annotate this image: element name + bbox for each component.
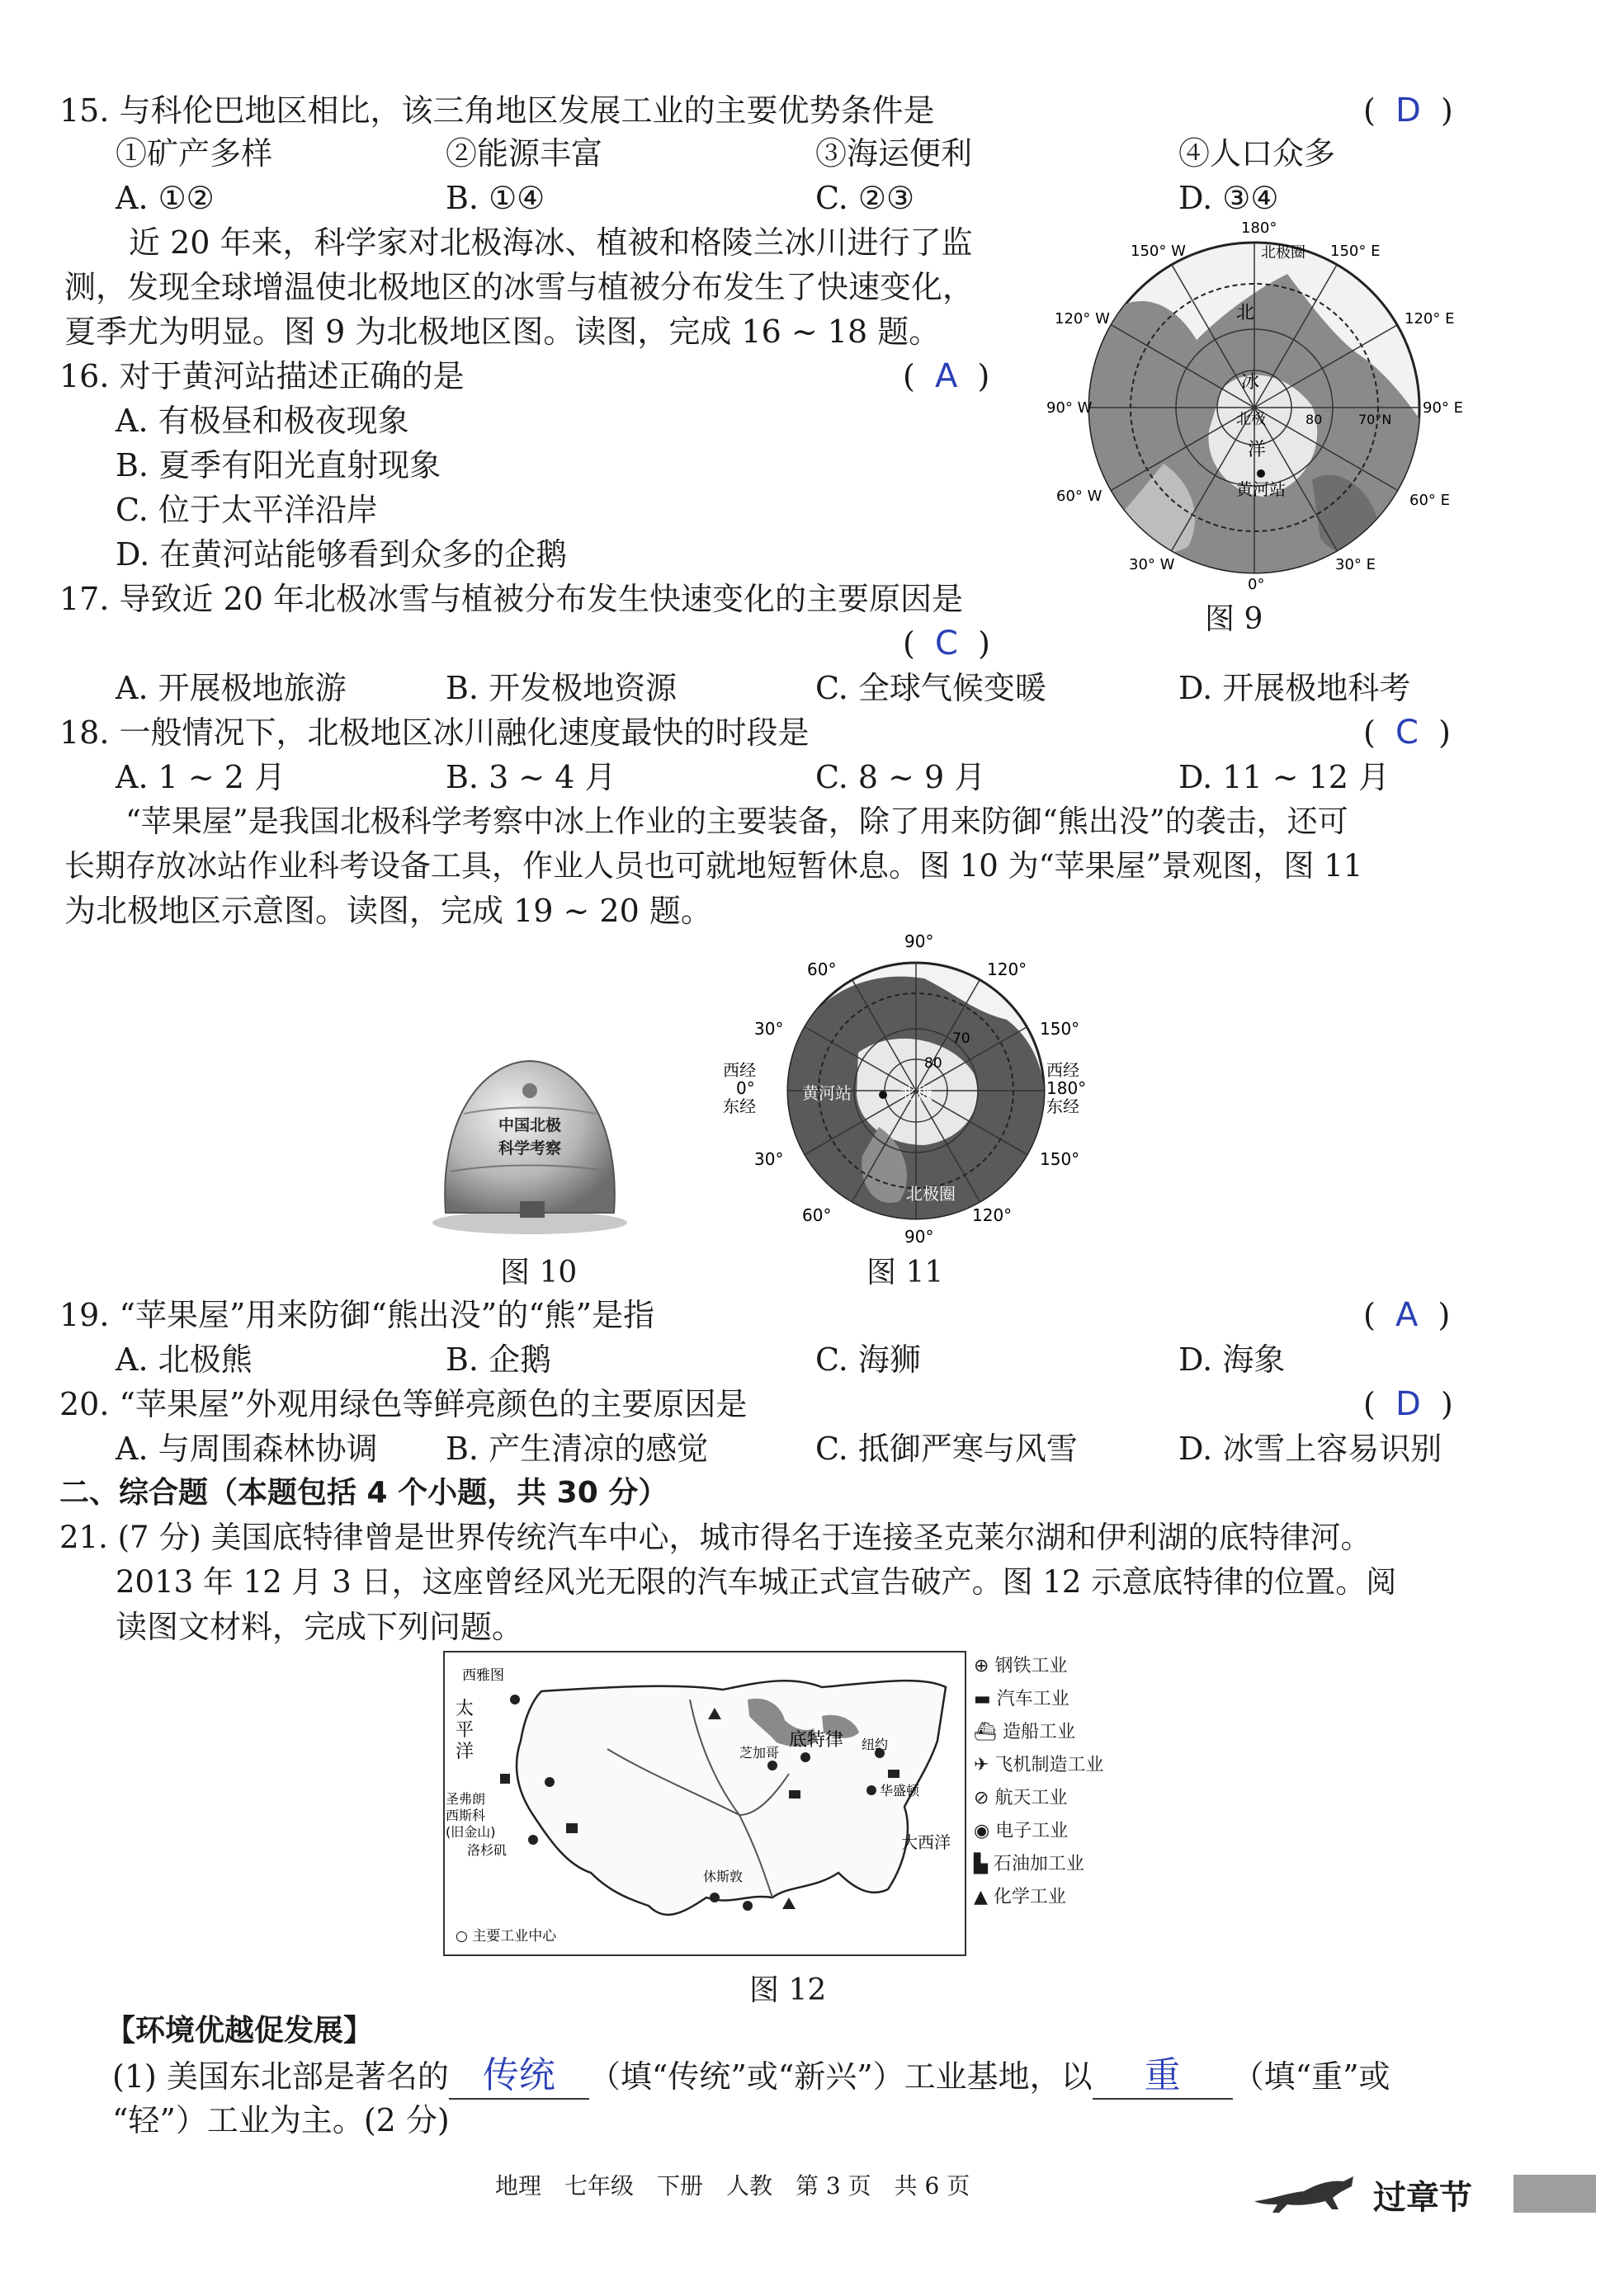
- q21-1-answer-1: 传统: [482, 2054, 555, 2096]
- q17-option-b: B. 开发极地资源: [446, 670, 678, 706]
- legend-aircraft: ✈ 飞机制造工业: [974, 1755, 1104, 1775]
- fig10-sign-2: 科学考察: [498, 1139, 562, 1157]
- fig12-la: 洛杉矶: [467, 1842, 508, 1858]
- fig11-label-0: 0°: [736, 1078, 755, 1098]
- fig11-label-station: 黄河站: [802, 1083, 852, 1103]
- fig12-pacific-2: 平: [456, 1720, 475, 1741]
- fig11-label-east: 东经: [723, 1096, 756, 1116]
- fig12-seattle: 西雅图: [462, 1667, 504, 1684]
- fig11-label-150-right: 150°: [1040, 1019, 1080, 1039]
- q19-answer-bracket: ( A ): [1363, 1296, 1451, 1334]
- q16-answer-bracket: ( A ): [903, 357, 990, 395]
- q20-option-b: B. 产生清凉的感觉: [446, 1431, 709, 1467]
- fig9-caption: 图 9: [1205, 602, 1263, 636]
- fig11-label-30-left: 30°: [754, 1019, 784, 1039]
- q20-option-d: D. 冰雪上容易识别: [1178, 1431, 1442, 1467]
- fig12-houston: 休斯敦: [703, 1869, 744, 1884]
- q15-answer: D: [1395, 92, 1421, 130]
- legend-electronics: ◉ 电子工业: [974, 1821, 1069, 1841]
- fig11-caption: 图 11: [866, 1256, 944, 1289]
- fig11-label-60-bottom: 60°: [802, 1205, 832, 1225]
- legend-chemical: ▲ 化学工业: [974, 1887, 1066, 1907]
- q16-option-d: D. 在黄河站能够看到众多的企鹅: [116, 536, 568, 573]
- q16-stem: 16. 对于黄河站描述正确的是: [59, 358, 465, 394]
- q16-option-a: A. 有极昼和极夜现象: [116, 403, 409, 439]
- fig12-pacific-3: 洋: [456, 1742, 475, 1762]
- ship-icon: ⛴: [974, 1722, 1003, 1742]
- fig11-label-west: 西经: [723, 1060, 756, 1080]
- flask-icon: ▲: [974, 1887, 994, 1907]
- steel-icon: ⊕: [974, 1656, 995, 1676]
- q15-option-c: C. ②③: [815, 180, 915, 216]
- q17-option-d: D. 开展极地科考: [1178, 670, 1411, 706]
- fig12-detroit: 底特律: [789, 1730, 844, 1751]
- section-2-heading: 二、综合题（本题包括 4 个小题，共 30 分）: [59, 1476, 668, 1510]
- fig11-label-pole: 北极: [899, 1083, 932, 1103]
- legend-aerospace: ⊘ 航天工业: [974, 1788, 1068, 1808]
- fig12-chicago: 芝加哥: [739, 1745, 780, 1761]
- q15-item-3: ③海运便利: [815, 135, 973, 172]
- fig9-label-120e: 120° E: [1405, 310, 1455, 328]
- fig9-label-ocean-1: 北: [1236, 303, 1255, 323]
- q21-1-part-2: （填“传统”或“新兴”）工业基地，以: [588, 2058, 1093, 2095]
- q19-option-c: C. 海狮: [815, 1341, 921, 1378]
- q19-option-b: B. 企鹅: [446, 1341, 552, 1378]
- fig9-label-80: 80: [1305, 412, 1323, 427]
- passage2-line-2: 长期存放冰站作业科考设备工具，作业人员也可就地短暂休息。图 10 为“苹果屋”景观图，图 11: [64, 848, 1363, 884]
- q20-stem: 20. “苹果屋”外观用绿色等鲜亮颜色的主要原因是: [59, 1386, 748, 1422]
- q19-option-d: D. 海象: [1178, 1341, 1286, 1378]
- legend-ship: ⛴ 造船工业: [974, 1722, 1075, 1742]
- fig10-caption: 图 10: [500, 1256, 578, 1289]
- q17-answer-bracket: ( C ): [903, 625, 990, 662]
- q21-line-3: 读图文材料，完成下列问题。: [116, 1609, 524, 1645]
- figure-12-usa-industry-map: [442, 1650, 967, 1957]
- q20-answer: D: [1395, 1385, 1421, 1423]
- fig11-label-60-top: 60°: [807, 959, 837, 979]
- q15-item-1: ①矿产多样: [116, 135, 273, 172]
- q17-stem: 17. 导致近 20 年北极冰雪与植被分布发生快速变化的主要原因是: [59, 581, 964, 617]
- fig9-label-arctic-circle: 北极圈: [1261, 244, 1305, 262]
- fig9-label-60w: 60° W: [1056, 488, 1102, 505]
- q15-item-4: ④人口众多: [1178, 135, 1336, 172]
- passage1-line-3: 夏季尤为明显。图 9 为北极地区图。读图，完成 16 ~ 18 题。: [64, 314, 941, 350]
- q17-answer: C: [934, 625, 958, 662]
- fig12-caption: 图 12: [749, 1973, 827, 2007]
- fig9-label-150e: 150° E: [1330, 243, 1381, 260]
- fig12-sf-3: (旧金山): [446, 1824, 496, 1840]
- legend-auto: ▬ 汽车工业: [974, 1689, 1069, 1709]
- passage2-line-3: 为北极地区示意图。读图，完成 19 ~ 20 题。: [64, 893, 712, 929]
- q18-stem: 18. 一般情况下，北极地区冰川融化速度最快的时段是: [59, 714, 810, 751]
- q21-1-part-1: (1) 美国东北部是著名的: [112, 2058, 449, 2095]
- fig9-label-30w: 30° W: [1129, 556, 1175, 573]
- q16-option-c: C. 位于太平洋沿岸: [116, 492, 378, 528]
- q15-option-a: A. ①②: [116, 180, 215, 216]
- fig11-label-120-top: 120°: [987, 959, 1027, 979]
- q21-1-blank-1[interactable]: [449, 2054, 589, 2100]
- q18-option-b: B. 3 ~ 4 月: [446, 759, 616, 795]
- fig12-center-legend: ○ 主要工业中心: [456, 1928, 557, 1945]
- fig9-label-station: 黄河站: [1236, 479, 1286, 499]
- fig11-label-west-2: 西经: [1046, 1060, 1079, 1080]
- fig9-label-60e: 60° E: [1409, 492, 1450, 509]
- q15-item-2: ②能源丰富: [446, 135, 603, 172]
- figure-10-apple-house: [431, 1048, 629, 1238]
- q15-option-b: B. ①④: [446, 180, 545, 216]
- fig11-label-circle: 北极圈: [906, 1184, 956, 1204]
- q19-answer: A: [1395, 1296, 1419, 1334]
- plane-icon: ✈: [974, 1755, 995, 1775]
- q18-answer: C: [1395, 714, 1419, 752]
- q17-option-c: C. 全球气候变暖: [815, 670, 1046, 706]
- fig9-label-150w: 150° W: [1131, 243, 1186, 260]
- fig9-label-30e: 30° E: [1335, 556, 1376, 573]
- q18-option-a: A. 1 ~ 2 月: [116, 759, 286, 795]
- fig12-sf-2: 西斯科: [446, 1808, 486, 1823]
- q21-1-line: [112, 2054, 1390, 2100]
- fig9-label-120w: 120° W: [1055, 310, 1110, 328]
- q21-1-answer-2: 重: [1144, 2054, 1181, 2096]
- q21-1-line-2: “轻”）工业为主。(2 分): [112, 2102, 450, 2138]
- fig9-label-ocean-3: 洋: [1248, 440, 1267, 460]
- fig9-label-ocean-2: 冰: [1241, 372, 1260, 393]
- footer-brand: 过章节: [1373, 2179, 1472, 2217]
- footer-tab-decoration: [1513, 2175, 1596, 2213]
- fig11-label-70: 70: [952, 1030, 970, 1047]
- rocket-icon: ⊘: [974, 1788, 995, 1808]
- q21-1-part-3: （填“重”或: [1232, 2058, 1390, 2095]
- q16-answer: A: [934, 357, 958, 395]
- q20-answer-bracket: ( D ): [1363, 1385, 1453, 1423]
- fig12-pacific-1: 太: [456, 1699, 475, 1719]
- fig12-washington: 华盛顿: [880, 1783, 920, 1799]
- fig9-label-0: 0°: [1248, 576, 1265, 593]
- running-horse-icon: [1246, 2168, 1370, 2218]
- q19-stem: 19. “苹果屋”用来防御“熊出没”的“熊”是指: [59, 1297, 655, 1333]
- section-tag: 【环境优越促发展】: [106, 2014, 374, 2048]
- q20-option-c: C. 抵御严寒与风雪: [815, 1431, 1078, 1467]
- fig9-label-180: 180°: [1241, 219, 1277, 237]
- q15-stem: 15. 与科伦巴地区相比，该三角地区发展工业的主要优势条件是: [59, 92, 935, 129]
- q18-option-d: D. 11 ~ 12 月: [1178, 759, 1390, 795]
- passage2-line-1: “苹果屋”是我国北极科学考察中冰上作业的主要装备，除了用来防御“熊出没”的袭击，还可: [125, 804, 1348, 839]
- q21-1-blank-2[interactable]: [1093, 2054, 1233, 2100]
- passage1-line-2: 测，发现全球增温使北极地区的冰雪与植被分布发生了快速变化，: [64, 269, 975, 305]
- fig11-label-180: 180°: [1046, 1078, 1087, 1098]
- q16-option-b: B. 夏季有阳光直射现象: [116, 447, 441, 483]
- fig12-legend: [974, 1650, 1103, 1914]
- passage1-line-1: 近 20 年来，科学家对北极海冰、植被和格陵兰冰川进行了监: [129, 224, 973, 261]
- fig11-label-80: 80: [924, 1055, 942, 1072]
- fig12-sf-1: 圣弗朗: [446, 1791, 486, 1807]
- fig11-label-30-bottom: 30°: [754, 1149, 784, 1169]
- figure-9-arctic-map: [1040, 216, 1469, 596]
- q17-option-a: A. 开展极地旅游: [116, 670, 347, 706]
- fig9-label-70n: 70°N: [1358, 412, 1392, 427]
- q15-answer-bracket: ( D ): [1363, 92, 1453, 130]
- footer-info: 地理 七年级 下册 人教 第 3 页 共 6 页: [495, 2172, 970, 2199]
- fig11-label-120-bottom: 120°: [972, 1205, 1013, 1225]
- fig9-label-90w: 90° W: [1046, 399, 1093, 417]
- car-icon: ▬: [974, 1689, 997, 1709]
- fig12-newyork: 纽约: [862, 1737, 889, 1752]
- refinery-icon: ▙: [974, 1854, 994, 1874]
- q18-answer-bracket: ( C ): [1363, 714, 1451, 752]
- fig10-sign-1: 中国北极: [498, 1116, 562, 1134]
- fig9-label-90e: 90° E: [1423, 399, 1463, 417]
- q21-line-2: 2013 年 12 月 3 日，这座曾经风光无限的汽车城正式宣告破产。图 12 示意底特律的位置。阅: [116, 1564, 1397, 1600]
- q19-option-a: A. 北极熊: [116, 1341, 253, 1378]
- fig12-atlantic: 大西洋: [901, 1832, 951, 1852]
- legend-steel: ⊕ 钢铁工业: [974, 1656, 1068, 1676]
- q20-option-a: A. 与周围森林协调: [116, 1431, 378, 1467]
- legend-oil: ▙ 石油加工业: [974, 1854, 1084, 1874]
- fig11-label-east-2: 东经: [1046, 1096, 1079, 1116]
- q18-option-c: C. 8 ~ 9 月: [815, 759, 986, 795]
- q15-option-d: D. ③④: [1178, 180, 1279, 216]
- q21-line-1: 21. (7 分) 美国底特律曾是世界传统汽车中心，城市得名于连接圣克莱尔湖和伊利湖的底特律河。: [59, 1520, 1372, 1555]
- fig11-label-top-90: 90°: [904, 931, 934, 951]
- chip-icon: ◉: [974, 1821, 996, 1841]
- figure-11-arctic-map: [710, 929, 1089, 1251]
- fig9-label-pole: 北极: [1236, 411, 1266, 428]
- fig11-label-150-bottom: 150°: [1040, 1149, 1080, 1169]
- fig11-label-bottom-90: 90°: [904, 1227, 934, 1247]
